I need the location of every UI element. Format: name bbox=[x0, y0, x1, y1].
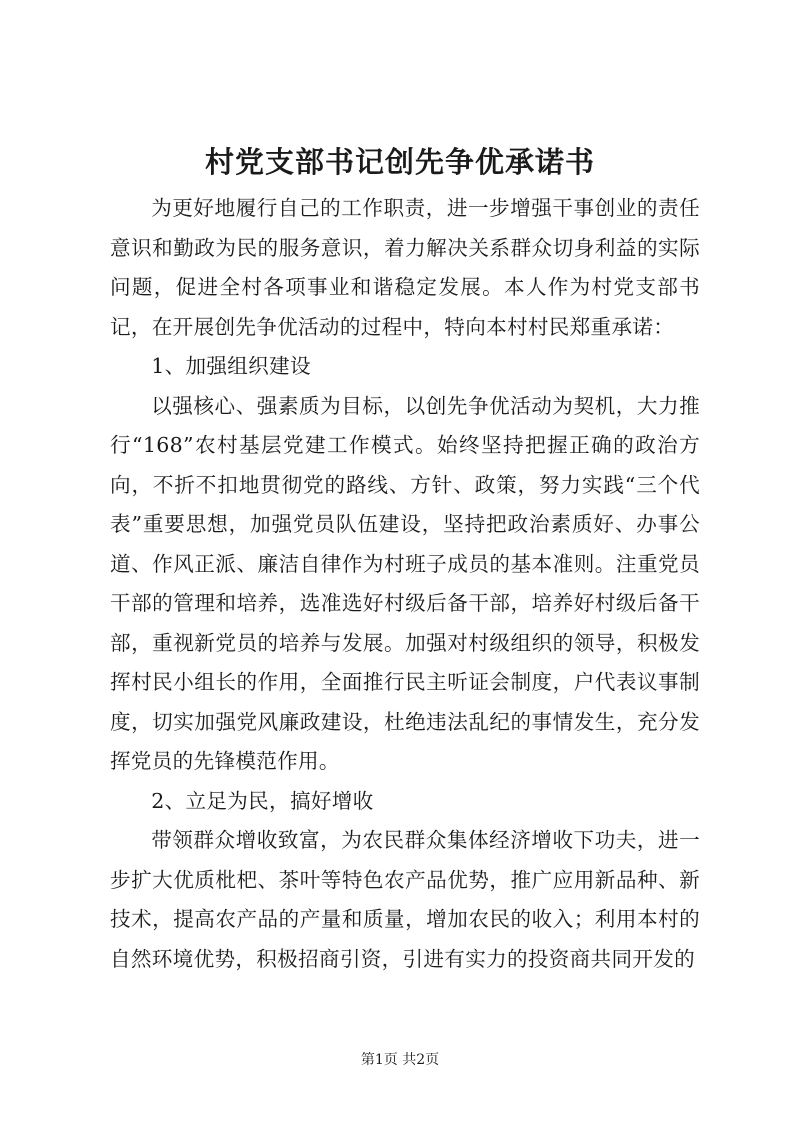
page-number-footer: 第1页 共2页 bbox=[360, 1052, 440, 1068]
intro-paragraph: 为更好地履行自己的工作职责，进一步增强干事创业的责任意识和勤政为民的服务意识，着力解决关系群众切身利益的实际问题，促进全村各项事业和谐稳定发展。本人作为村党支部书记，在开展创先争优活动的过程中，特向本村村民郑重承诺： bbox=[110, 196, 700, 339]
section-heading: 2、立足为民，搞好增收 bbox=[151, 788, 374, 813]
section-paragraph: 带领群众增收致富，为农民群众集体经济增收下功夫，进一步扩大优质枇杷、茶叶等特色农产品优势，推广应用新品种、新技术，提高农产品的产量和质量，增加农民的收入；利用本村的自然环境优势，积极招商引资，引进有实力的投资商共同开发的 bbox=[110, 828, 700, 971]
document-body bbox=[110, 189, 700, 979]
section-heading: 1、加强组织建设 bbox=[151, 354, 311, 378]
document-title: 村党支部书记创先争优承诺书 bbox=[204, 145, 595, 179]
section-paragraph: 以强核心、强素质为目标，以创先争优活动为契机，大力推行“168”农村基层党建工作模式。始终坚持把握正确的政治方向，不折不扣地贯彻党的路线、方针、政策，努力实践“三个代表”重要思想，加强党员队伍建设，坚持把政治素质好、办事公道、作风正派、廉洁自律作为村班子成员的基本准则。注重党员干部的管理和培养，选准选好村级后备干部，培养好村级后备干部，重视新党员的培养与发展。加强对村级组织的领导，积极发挥村民小组长的作用，全面推行民主听证会制度，户代表议事制度，切实加强党风廉政建设，杜绝违法乱纪的事情发生，充分发挥党员的先锋模范作用。 bbox=[110, 393, 700, 773]
